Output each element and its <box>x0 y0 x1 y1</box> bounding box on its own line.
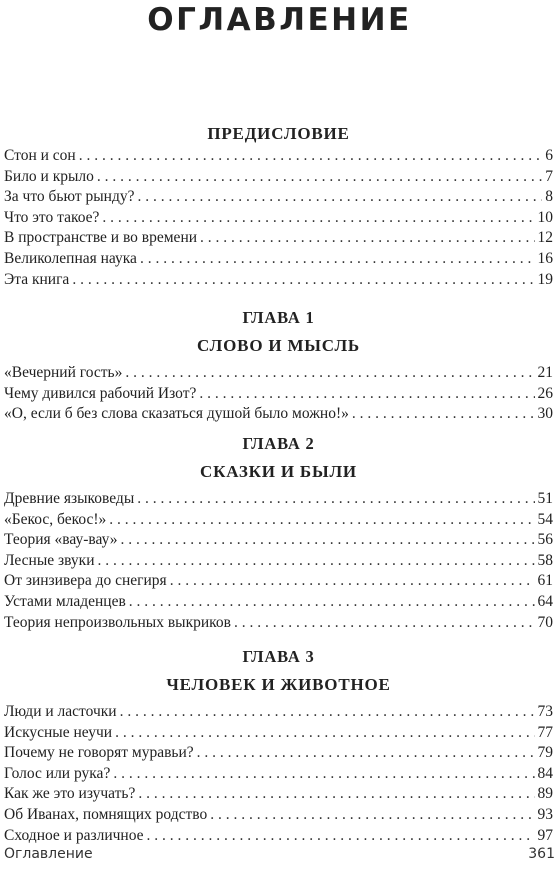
toc-entry[interactable] <box>4 784 553 805</box>
toc-entry[interactable] <box>4 208 553 229</box>
entry-title: «О, если б без слова сказаться душой было можно!» <box>4 405 349 423</box>
entry-title: Об Иванах, помнящих родство <box>4 805 208 823</box>
dot-leader <box>140 249 535 270</box>
entry-page: 64 <box>537 592 553 610</box>
toc-entry[interactable] <box>4 530 553 551</box>
entry-title: От зинзивера до снегиря <box>4 572 167 590</box>
toc-entry[interactable] <box>4 249 553 270</box>
entry-page: 21 <box>537 364 553 381</box>
dot-leader <box>121 530 535 551</box>
entry-title: Чему дивился рабочий Изот? <box>4 384 197 402</box>
section-heading: СЛОВО И МЫСЛЬ <box>197 336 360 355</box>
page-footer <box>4 846 555 866</box>
entry-page: 16 <box>537 249 553 267</box>
dot-leader <box>147 826 535 847</box>
entry-page: 19 <box>537 270 553 288</box>
dot-leader <box>98 551 535 572</box>
running-title: Оглавление <box>4 846 93 862</box>
entry-page: 6 <box>545 147 553 164</box>
toc-entry[interactable] <box>4 187 553 208</box>
toc-entry[interactable] <box>4 404 553 425</box>
entry-page: 58 <box>537 551 553 569</box>
entry-title: Голос или рука? <box>4 764 111 782</box>
toc-entry[interactable] <box>4 146 553 167</box>
entry-title: Било и крыло <box>4 167 94 185</box>
toc-entry[interactable] <box>4 489 553 510</box>
toc-entry[interactable] <box>4 592 553 613</box>
toc-entry[interactable] <box>4 743 553 764</box>
entry-title: Теория «вау-вау» <box>4 531 118 549</box>
dot-leader <box>138 784 534 805</box>
entry-page: 84 <box>537 764 553 782</box>
entry-title: Теория непроизвольных выкриков <box>4 613 231 631</box>
dot-leader <box>137 187 542 208</box>
dot-leader <box>79 146 543 167</box>
toc-entry[interactable] <box>4 613 553 634</box>
dot-leader <box>113 764 534 785</box>
section-heading: ПРЕДИСЛОВИЕ <box>207 124 350 143</box>
entry-page: 61 <box>537 572 553 590</box>
entry-title: Почему не говорят муравьи? <box>4 744 194 762</box>
section-heading: СКАЗКИ И БЫЛИ <box>200 462 357 481</box>
entry-title: Великолепная наука <box>4 249 137 267</box>
dot-leader <box>352 404 535 425</box>
dot-leader <box>137 489 534 510</box>
section-chapter-1 <box>4 306 553 425</box>
chapter-number: ГЛАВА 2 <box>242 434 315 453</box>
entry-page: 10 <box>537 208 553 226</box>
dot-leader <box>199 384 534 405</box>
toc-entry[interactable] <box>4 228 553 249</box>
section-preface <box>4 122 553 290</box>
toc-entry[interactable] <box>4 510 553 531</box>
entry-page: 93 <box>537 805 553 823</box>
entry-page: 30 <box>537 405 553 423</box>
toc-entry[interactable] <box>4 551 553 572</box>
section-heading: ЧЕЛОВЕК И ЖИВОТНОЕ <box>166 675 391 694</box>
dot-leader <box>210 805 534 826</box>
entry-page: 97 <box>537 826 553 844</box>
toc-entry[interactable] <box>4 723 553 744</box>
entry-title: Эта книга <box>4 270 70 288</box>
entry-title: Как же это изучать? <box>4 785 136 803</box>
entry-title: Стон и сон <box>4 147 76 164</box>
entry-page: 89 <box>537 785 553 803</box>
entry-page: 8 <box>545 188 553 206</box>
dot-leader <box>109 510 534 531</box>
dot-leader <box>102 208 534 229</box>
entry-title: В пространстве и во времени <box>4 229 198 247</box>
entry-page: 54 <box>537 510 553 528</box>
page-title: ОГЛАВЛЕНИЕ <box>147 2 412 38</box>
entry-title: «Вечерний гость» <box>4 364 123 381</box>
chapter-number: ГЛАВА 3 <box>242 647 315 666</box>
entry-page: 70 <box>537 613 553 631</box>
entry-title: Лесные звуки <box>4 551 95 569</box>
dot-leader <box>234 613 535 634</box>
entry-title: Устами младенцев <box>4 592 126 610</box>
toc-entry[interactable] <box>4 805 553 826</box>
dot-leader <box>115 723 534 744</box>
entry-title: «Бекос, бекос!» <box>4 510 107 528</box>
toc-entry[interactable] <box>4 384 553 405</box>
toc-entry[interactable] <box>4 363 553 384</box>
entry-title: Что это такое? <box>4 208 100 226</box>
entry-page: 56 <box>537 531 553 549</box>
section-chapter-2 <box>4 432 553 633</box>
entry-page: 79 <box>537 744 553 762</box>
dot-leader <box>97 167 542 188</box>
entry-title: Искусные неучи <box>4 723 113 741</box>
entry-page: 51 <box>537 490 553 507</box>
dot-leader <box>125 363 534 384</box>
dot-leader <box>197 743 535 764</box>
dot-leader <box>72 270 534 291</box>
entry-page: 12 <box>537 229 553 247</box>
dot-leader <box>129 592 535 613</box>
toc-entry[interactable] <box>4 764 553 785</box>
section-chapter-3 <box>4 645 553 846</box>
entry-title: Древние языковеды <box>4 490 135 507</box>
toc-entry[interactable] <box>4 571 553 592</box>
toc-entry[interactable] <box>4 167 553 188</box>
entry-page: 26 <box>537 384 553 402</box>
entry-page: 73 <box>537 703 553 720</box>
entry-page: 77 <box>537 723 553 741</box>
dot-leader <box>120 702 535 723</box>
entry-title: Люди и ласточки <box>4 703 117 720</box>
toc-entry[interactable] <box>4 270 553 291</box>
chapter-number: ГЛАВА 1 <box>242 308 315 327</box>
dot-leader <box>200 228 534 249</box>
entry-title: За что бьют рынду? <box>4 188 135 206</box>
dot-leader <box>170 571 535 592</box>
toc-entry[interactable] <box>4 702 553 723</box>
toc-entry[interactable] <box>4 826 553 847</box>
entry-title: Сходное и различное <box>4 826 144 844</box>
entry-page: 7 <box>545 167 553 185</box>
page-number: 361 <box>528 846 555 862</box>
